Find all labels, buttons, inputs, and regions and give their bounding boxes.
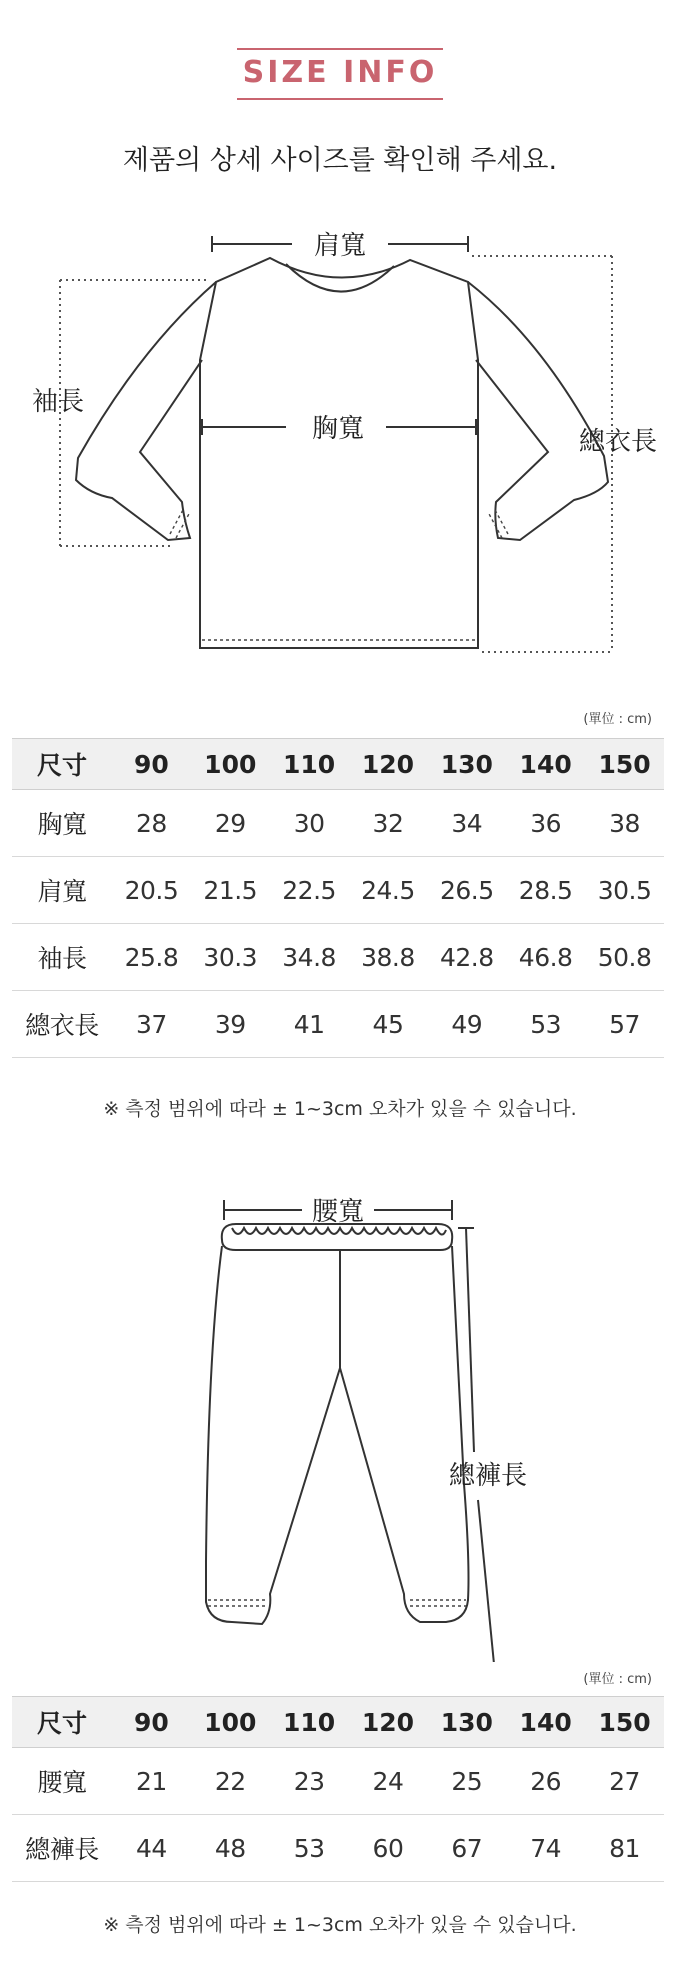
header-cell: 150 (585, 739, 664, 790)
title-section (0, 48, 680, 100)
table-cell: 24 (349, 1748, 428, 1815)
header-cell: 90 (112, 739, 191, 790)
label-pants-length: 總褲長 (448, 1461, 528, 1491)
top-unit-label: (單位 : cm) (583, 712, 652, 727)
top-outline (200, 258, 478, 648)
header-cell: 140 (506, 739, 585, 790)
table-cell: 74 (506, 1815, 585, 1882)
row-label: 胸寬 (12, 790, 112, 857)
header-cell: 120 (349, 739, 428, 790)
top-size-table (12, 738, 664, 1058)
bottom-measurement-note: ※ 측정 범위에 따라 ± 1~3cm 오차가 있을 수 있습니다. (103, 1914, 577, 1936)
table-cell: 50.8 (585, 924, 664, 991)
table-cell: 44 (112, 1815, 191, 1882)
table-cell: 25 (427, 1748, 506, 1815)
table-row (12, 991, 664, 1058)
table-cell: 29 (191, 790, 270, 857)
header-cell: 110 (270, 739, 349, 790)
table-cell: 25.8 (112, 924, 191, 991)
header-cell: 120 (349, 1697, 428, 1748)
top-left-sleeve (76, 282, 216, 540)
top-diagram (0, 220, 680, 670)
table-cell: 49 (427, 991, 506, 1058)
top-measurement-note: ※ 측정 범위에 따라 ± 1~3cm 오차가 있을 수 있습니다. (103, 1098, 577, 1120)
page-title: SIZE INFO (237, 48, 444, 100)
top-right-sleeve (468, 282, 608, 540)
table-cell: 53 (506, 991, 585, 1058)
table-cell: 37 (112, 991, 191, 1058)
header-cell: 130 (427, 1697, 506, 1748)
table-cell: 27 (585, 1748, 664, 1815)
row-label: 肩寬 (12, 857, 112, 924)
table-cell: 41 (270, 991, 349, 1058)
header-cell: 100 (191, 1697, 270, 1748)
row-label: 總衣長 (12, 991, 112, 1058)
header-cell: 90 (112, 1697, 191, 1748)
table-cell: 38.8 (349, 924, 428, 991)
table-cell: 22.5 (270, 857, 349, 924)
table-cell: 34.8 (270, 924, 349, 991)
table-cell: 20.5 (112, 857, 191, 924)
label-sleeve-length: 袖長 (31, 387, 85, 417)
table-cell: 57 (585, 991, 664, 1058)
table-row (12, 1748, 664, 1815)
table-cell: 39 (191, 991, 270, 1058)
header-cell: 130 (427, 739, 506, 790)
table-cell: 60 (349, 1815, 428, 1882)
header-cell: 140 (506, 1697, 585, 1748)
table-row (12, 1815, 664, 1882)
header-cell: 150 (585, 1697, 664, 1748)
table-header-row (12, 739, 664, 790)
table-cell: 30.5 (585, 857, 664, 924)
table-cell: 32 (349, 790, 428, 857)
table-cell: 28.5 (506, 857, 585, 924)
label-shoulder-width: 肩寬 (313, 231, 367, 261)
table-cell: 48 (191, 1815, 270, 1882)
table-cell: 21 (112, 1748, 191, 1815)
label-waist-width: 腰寬 (311, 1197, 365, 1227)
table-cell: 46.8 (506, 924, 585, 991)
label-total-length: 總衣長 (578, 427, 658, 457)
table-cell: 23 (270, 1748, 349, 1815)
table-cell: 21.5 (191, 857, 270, 924)
table-cell: 30.3 (191, 924, 270, 991)
label-chest-width: 胸寬 (311, 414, 365, 444)
table-cell: 67 (427, 1815, 506, 1882)
table-row (12, 857, 664, 924)
table-cell: 81 (585, 1815, 664, 1882)
row-label: 總褲長 (12, 1815, 112, 1882)
row-label: 袖長 (12, 924, 112, 991)
table-cell: 36 (506, 790, 585, 857)
table-cell: 38 (585, 790, 664, 857)
table-cell: 28 (112, 790, 191, 857)
table-cell: 24.5 (349, 857, 428, 924)
table-header-row (12, 1697, 664, 1748)
header-cell: 110 (270, 1697, 349, 1748)
table-cell: 34 (427, 790, 506, 857)
table-row (12, 924, 664, 991)
pants-diagram (0, 1182, 680, 1662)
bottom-size-table (12, 1696, 664, 1882)
table-cell: 45 (349, 991, 428, 1058)
page-subtitle: 제품의 상세 사이즈를 확인해 주세요. (122, 145, 558, 176)
bottom-unit-label: (單位 : cm) (583, 1672, 652, 1687)
header-cell: 尺寸 (12, 1697, 112, 1748)
header-cell: 100 (191, 739, 270, 790)
row-label: 腰寬 (12, 1748, 112, 1815)
table-cell: 42.8 (427, 924, 506, 991)
table-cell: 26.5 (427, 857, 506, 924)
table-cell: 30 (270, 790, 349, 857)
pants-outline (206, 1246, 469, 1624)
table-row (12, 790, 664, 857)
table-cell: 53 (270, 1815, 349, 1882)
header-cell: 尺寸 (12, 739, 112, 790)
table-cell: 22 (191, 1748, 270, 1815)
table-cell: 26 (506, 1748, 585, 1815)
